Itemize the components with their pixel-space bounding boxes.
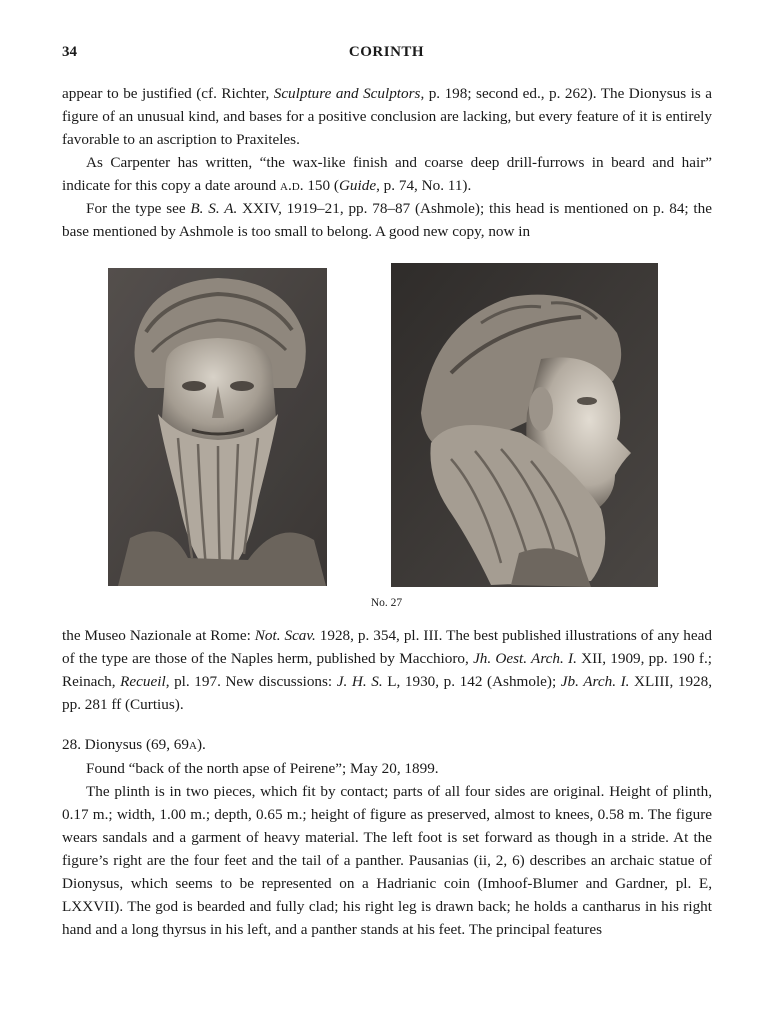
profile-head-image [391,263,658,587]
running-title: CORINTH [348,44,425,60]
photo-profile-head [391,263,658,587]
p4-journal-not-scav: Not. Scav. [254,627,316,644]
p3-text-a: For the type see [86,200,191,217]
item-28-body: The plinth is in two pieces, which fit by contact; parts of all four sides are original. Height of plinth, 0.17 m.; width, 1.00 m.; depth, 0.65 m.; height of figure as preserved, almost to knees, 0.58 m. The figure wears sandals and a garment of heavy material. The left foot is set forward as though in a stride. At the figure’s right are the four feet and the tail of a panther. Pausanias (ii, 2, 6) describes an archaic statue of Dionysus, which seems to be represented on a Hadrianic coin (Imhoof-Blumer and Gardner, pl. E, LXXVII). The god is bearded and fully clad; his right leg is drawn back; he holds a cantharus in his right hand and a long thyrsus in his left, and a panther stands at his feet. The principal features [62,783,712,938]
p4-text-d: , pl. 197. New discussions: [165,673,337,690]
p4-journal-jhs: J. H. S. [336,673,383,690]
p4-text-a: the Museo Nazionale at Rome: [62,627,255,644]
item-28-found: Found “back of the north apse of Peirene”; May 20, 1899. [86,760,439,777]
p1-text-b: , p. 198; second ed., p. 262). The Dionysus is a figure of an unusual kind, and bases for a positive conclusion are lacking, but every feature of it is entirely favorable to an ascription to Praxiteles. [62,85,712,148]
p4-journal-jh-oest: Jh. Oest. Arch. I. [473,650,577,667]
p4-recueil: Recueil [120,673,166,690]
p3-journal: B. S. A. [190,200,238,217]
item-28-heading-b: ). [196,736,206,753]
p2-text-b: 150 ( [303,177,339,194]
item-28-heading-sc: a [189,736,197,753]
paragraph-3 [62,197,712,243]
figure-caption: No. 27 [370,597,403,609]
p3-text-b: XXIV, 1919–21, pp. 78–87 (Ashmole); this head is mentioned on p. 84; the base mentioned by Ashmole is too small to belong. A good new copy, now in [62,200,712,240]
p2-text-a: As Carpenter has written, “the wax-like finish and coarse deep drill-furrows in beard and hair” indicate for this copy a date around [62,154,712,194]
p2-era: a.d. [280,177,304,194]
paragraph-2 [62,151,712,197]
p4-journal-jb-arch: Jb. Arch. I. [560,673,630,690]
p1-text-a: appear to be justified (cf. Richter, [62,85,274,102]
p2-guide-title: Guide [338,177,377,194]
item-28-heading [62,733,712,756]
photo-frontal-head [108,268,327,586]
p4-text-e: L, 1930, p. 142 (Ashmole); [382,673,561,690]
page-header [62,44,711,68]
item-28-heading-a: 28. Dionysus (69, 69 [62,736,189,753]
paragraph-4 [62,624,712,716]
p4-text-f: XLIII, 1928, pp. 281 ff (Curtius). [62,673,713,713]
paragraph-1 [62,82,712,151]
page-number: 34 [62,44,77,60]
p2-text-c: , p. 74, No. 11). [376,177,472,194]
p4-text-b: 1928, p. 354, pl. III. The best published illustrations of any head of the type are those of the Naples herm, published by Macchioro, [62,627,712,667]
p1-citation-title: Sculpture and Sculptors [273,85,421,102]
frontal-head-image [108,268,327,586]
p4-text-c: XII, 1909, pp. 190 f.; Reinach, [62,650,712,690]
